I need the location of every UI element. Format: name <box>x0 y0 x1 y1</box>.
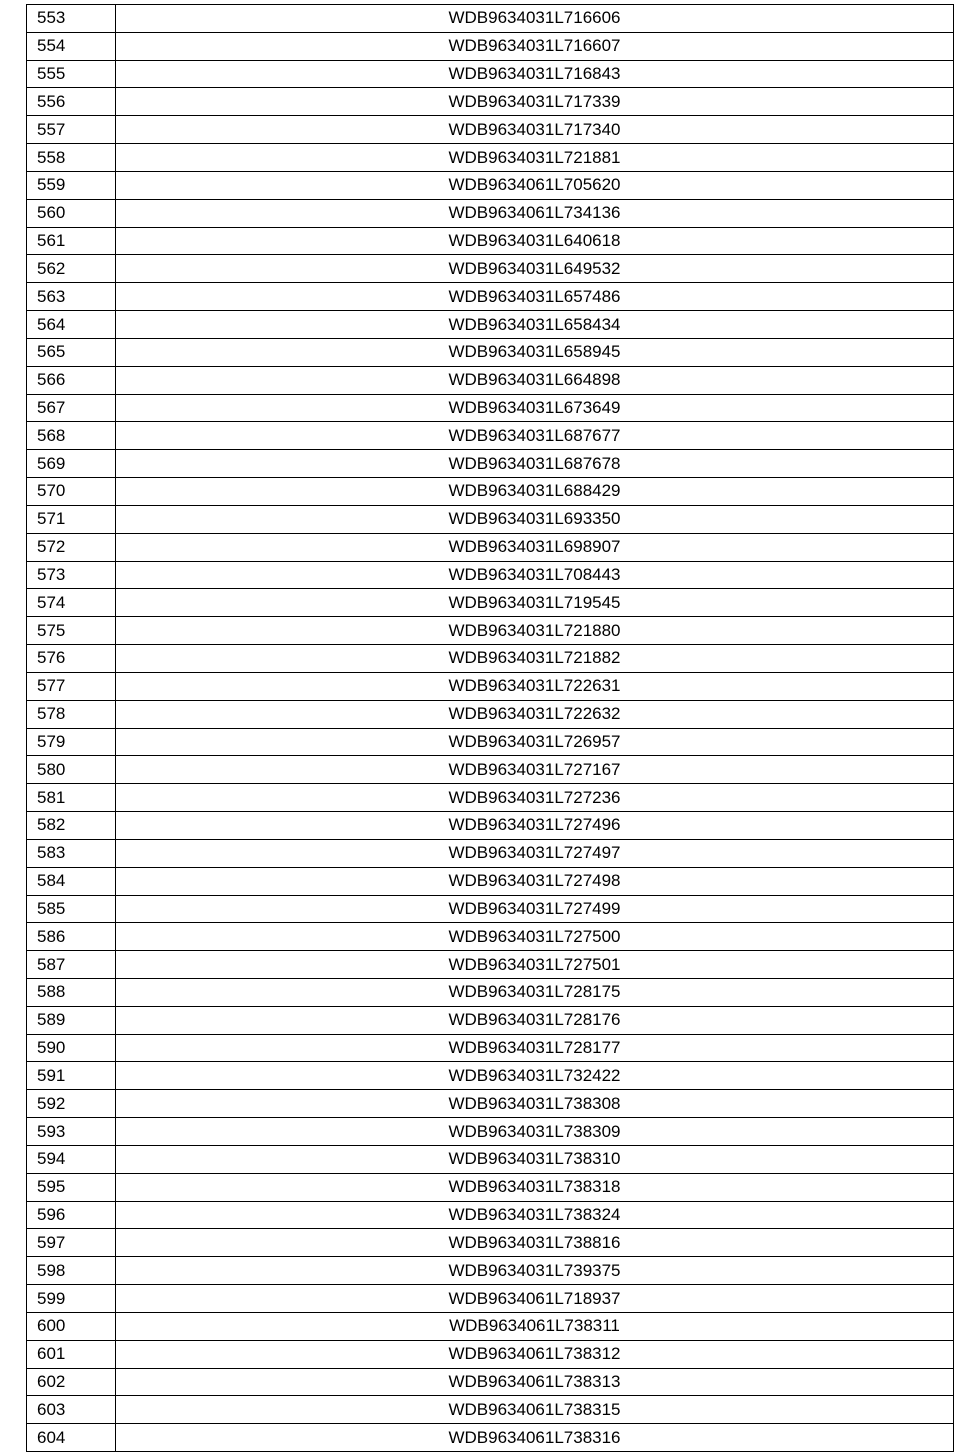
row-number-cell: 581 <box>27 784 116 812</box>
table-row <box>27 311 954 339</box>
table-row <box>27 1257 954 1285</box>
row-number-cell: 570 <box>27 478 116 506</box>
vin-cell: WDB9634031L739375 <box>116 1257 954 1285</box>
vin-cell: WDB9634031L738308 <box>116 1090 954 1118</box>
vin-cell: WDB9634061L738312 <box>116 1340 954 1368</box>
vin-cell: WDB9634031L664898 <box>116 366 954 394</box>
table-row <box>27 1173 954 1201</box>
row-number-cell: 565 <box>27 338 116 366</box>
vin-cell: WDB9634031L728177 <box>116 1034 954 1062</box>
vin-cell: WDB9634031L738310 <box>116 1145 954 1173</box>
row-number-cell: 584 <box>27 867 116 895</box>
vin-table-body <box>27 5 954 1452</box>
row-number-cell: 562 <box>27 255 116 283</box>
vin-cell: WDB9634031L727496 <box>116 812 954 840</box>
vin-cell: WDB9634031L727497 <box>116 839 954 867</box>
vin-cell: WDB9634031L726957 <box>116 728 954 756</box>
vin-cell: WDB9634031L688429 <box>116 478 954 506</box>
vin-cell: WDB9634031L738816 <box>116 1229 954 1257</box>
row-number-cell: 592 <box>27 1090 116 1118</box>
table-row <box>27 895 954 923</box>
row-number-cell: 594 <box>27 1145 116 1173</box>
vin-cell: WDB9634061L705620 <box>116 171 954 199</box>
table-row <box>27 116 954 144</box>
vin-cell: WDB9634061L738316 <box>116 1424 954 1452</box>
table-row <box>27 1396 954 1424</box>
table-row <box>27 144 954 172</box>
row-number-cell: 580 <box>27 756 116 784</box>
table-row <box>27 1118 954 1146</box>
row-number-cell: 567 <box>27 394 116 422</box>
row-number-cell: 579 <box>27 728 116 756</box>
table-row <box>27 60 954 88</box>
vin-cell: WDB9634031L727236 <box>116 784 954 812</box>
vin-cell: WDB9634031L738324 <box>116 1201 954 1229</box>
table-row <box>27 1201 954 1229</box>
row-number-cell: 582 <box>27 812 116 840</box>
row-number-cell: 558 <box>27 144 116 172</box>
vin-cell: WDB9634031L687677 <box>116 422 954 450</box>
vin-cell: WDB9634031L649532 <box>116 255 954 283</box>
row-number-cell: 604 <box>27 1424 116 1452</box>
row-number-cell: 586 <box>27 923 116 951</box>
table-row <box>27 812 954 840</box>
table-row <box>27 533 954 561</box>
row-number-cell: 587 <box>27 951 116 979</box>
vin-cell: WDB9634031L722631 <box>116 672 954 700</box>
vin-cell: WDB9634061L738313 <box>116 1368 954 1396</box>
table-row <box>27 283 954 311</box>
table-row <box>27 784 954 812</box>
row-number-cell: 600 <box>27 1312 116 1340</box>
vin-cell: WDB9634031L722632 <box>116 700 954 728</box>
vin-cell: WDB9634031L727498 <box>116 867 954 895</box>
row-number-cell: 574 <box>27 589 116 617</box>
vin-cell: WDB9634031L738309 <box>116 1118 954 1146</box>
row-number-cell: 578 <box>27 700 116 728</box>
table-row <box>27 1285 954 1313</box>
vin-cell: WDB9634031L719545 <box>116 589 954 617</box>
vin-cell: WDB9634031L698907 <box>116 533 954 561</box>
table-row <box>27 422 954 450</box>
table-row <box>27 561 954 589</box>
table-row <box>27 478 954 506</box>
row-number-cell: 597 <box>27 1229 116 1257</box>
table-row <box>27 366 954 394</box>
table-row <box>27 1368 954 1396</box>
vin-cell: WDB9634031L673649 <box>116 394 954 422</box>
row-number-cell: 576 <box>27 645 116 673</box>
row-number-cell: 554 <box>27 32 116 60</box>
row-number-cell: 588 <box>27 978 116 1006</box>
table-row <box>27 1145 954 1173</box>
table-row <box>27 227 954 255</box>
vin-cell: WDB9634031L732422 <box>116 1062 954 1090</box>
vin-cell: WDB9634031L658434 <box>116 311 954 339</box>
table-row <box>27 589 954 617</box>
row-number-cell: 577 <box>27 672 116 700</box>
table-row <box>27 505 954 533</box>
row-number-cell: 591 <box>27 1062 116 1090</box>
table-row <box>27 839 954 867</box>
table-row <box>27 951 954 979</box>
vin-cell: WDB9634031L717340 <box>116 116 954 144</box>
row-number-cell: 555 <box>27 60 116 88</box>
table-row <box>27 171 954 199</box>
row-number-cell: 583 <box>27 839 116 867</box>
row-number-cell: 573 <box>27 561 116 589</box>
vin-cell: WDB9634031L721881 <box>116 144 954 172</box>
vin-cell: WDB9634031L708443 <box>116 561 954 589</box>
vin-cell: WDB9634031L727499 <box>116 895 954 923</box>
vin-cell: WDB9634031L727167 <box>116 756 954 784</box>
vin-cell: WDB9634031L727501 <box>116 951 954 979</box>
vin-table <box>26 4 954 1452</box>
vin-cell: WDB9634061L734136 <box>116 199 954 227</box>
table-row <box>27 88 954 116</box>
vin-cell: WDB9634031L658945 <box>116 338 954 366</box>
vin-cell: WDB9634061L738315 <box>116 1396 954 1424</box>
table-row <box>27 1312 954 1340</box>
table-row <box>27 728 954 756</box>
row-number-cell: 556 <box>27 88 116 116</box>
vin-cell: WDB9634031L721880 <box>116 617 954 645</box>
table-row <box>27 700 954 728</box>
vin-cell: WDB9634031L717339 <box>116 88 954 116</box>
table-row <box>27 5 954 33</box>
table-row <box>27 978 954 1006</box>
row-number-cell: 603 <box>27 1396 116 1424</box>
row-number-cell: 572 <box>27 533 116 561</box>
row-number-cell: 571 <box>27 505 116 533</box>
table-row <box>27 1340 954 1368</box>
row-number-cell: 593 <box>27 1118 116 1146</box>
table-row <box>27 32 954 60</box>
vin-cell: WDB9634061L738311 <box>116 1312 954 1340</box>
table-row <box>27 1034 954 1062</box>
table-row <box>27 1424 954 1452</box>
row-number-cell: 559 <box>27 171 116 199</box>
row-number-cell: 566 <box>27 366 116 394</box>
row-number-cell: 599 <box>27 1285 116 1313</box>
vin-cell: WDB9634031L738318 <box>116 1173 954 1201</box>
row-number-cell: 569 <box>27 450 116 478</box>
row-number-cell: 590 <box>27 1034 116 1062</box>
table-row <box>27 394 954 422</box>
table-row <box>27 199 954 227</box>
vin-cell: WDB9634031L687678 <box>116 450 954 478</box>
table-row <box>27 1062 954 1090</box>
vin-cell: WDB9634031L727500 <box>116 923 954 951</box>
vin-cell: WDB9634031L716606 <box>116 5 954 33</box>
table-row <box>27 617 954 645</box>
vin-cell: WDB9634031L716843 <box>116 60 954 88</box>
table-row <box>27 255 954 283</box>
row-number-cell: 563 <box>27 283 116 311</box>
table-row <box>27 923 954 951</box>
table-row <box>27 1006 954 1034</box>
table-row <box>27 645 954 673</box>
table-row <box>27 867 954 895</box>
row-number-cell: 585 <box>27 895 116 923</box>
row-number-cell: 595 <box>27 1173 116 1201</box>
table-row <box>27 1229 954 1257</box>
table-row <box>27 672 954 700</box>
row-number-cell: 560 <box>27 199 116 227</box>
row-number-cell: 561 <box>27 227 116 255</box>
row-number-cell: 557 <box>27 116 116 144</box>
table-row <box>27 1090 954 1118</box>
row-number-cell: 596 <box>27 1201 116 1229</box>
vin-cell: WDB9634031L657486 <box>116 283 954 311</box>
row-number-cell: 601 <box>27 1340 116 1368</box>
row-number-cell: 568 <box>27 422 116 450</box>
table-row <box>27 450 954 478</box>
row-number-cell: 589 <box>27 1006 116 1034</box>
row-number-cell: 598 <box>27 1257 116 1285</box>
vin-cell: WDB9634031L693350 <box>116 505 954 533</box>
vin-cell: WDB9634061L718937 <box>116 1285 954 1313</box>
row-number-cell: 553 <box>27 5 116 33</box>
row-number-cell: 575 <box>27 617 116 645</box>
row-number-cell: 564 <box>27 311 116 339</box>
row-number-cell: 602 <box>27 1368 116 1396</box>
vin-cell: WDB9634031L728175 <box>116 978 954 1006</box>
vin-cell: WDB9634031L728176 <box>116 1006 954 1034</box>
vin-cell: WDB9634031L640618 <box>116 227 954 255</box>
vin-cell: WDB9634031L716607 <box>116 32 954 60</box>
table-row <box>27 756 954 784</box>
table-row <box>27 338 954 366</box>
vin-cell: WDB9634031L721882 <box>116 645 954 673</box>
